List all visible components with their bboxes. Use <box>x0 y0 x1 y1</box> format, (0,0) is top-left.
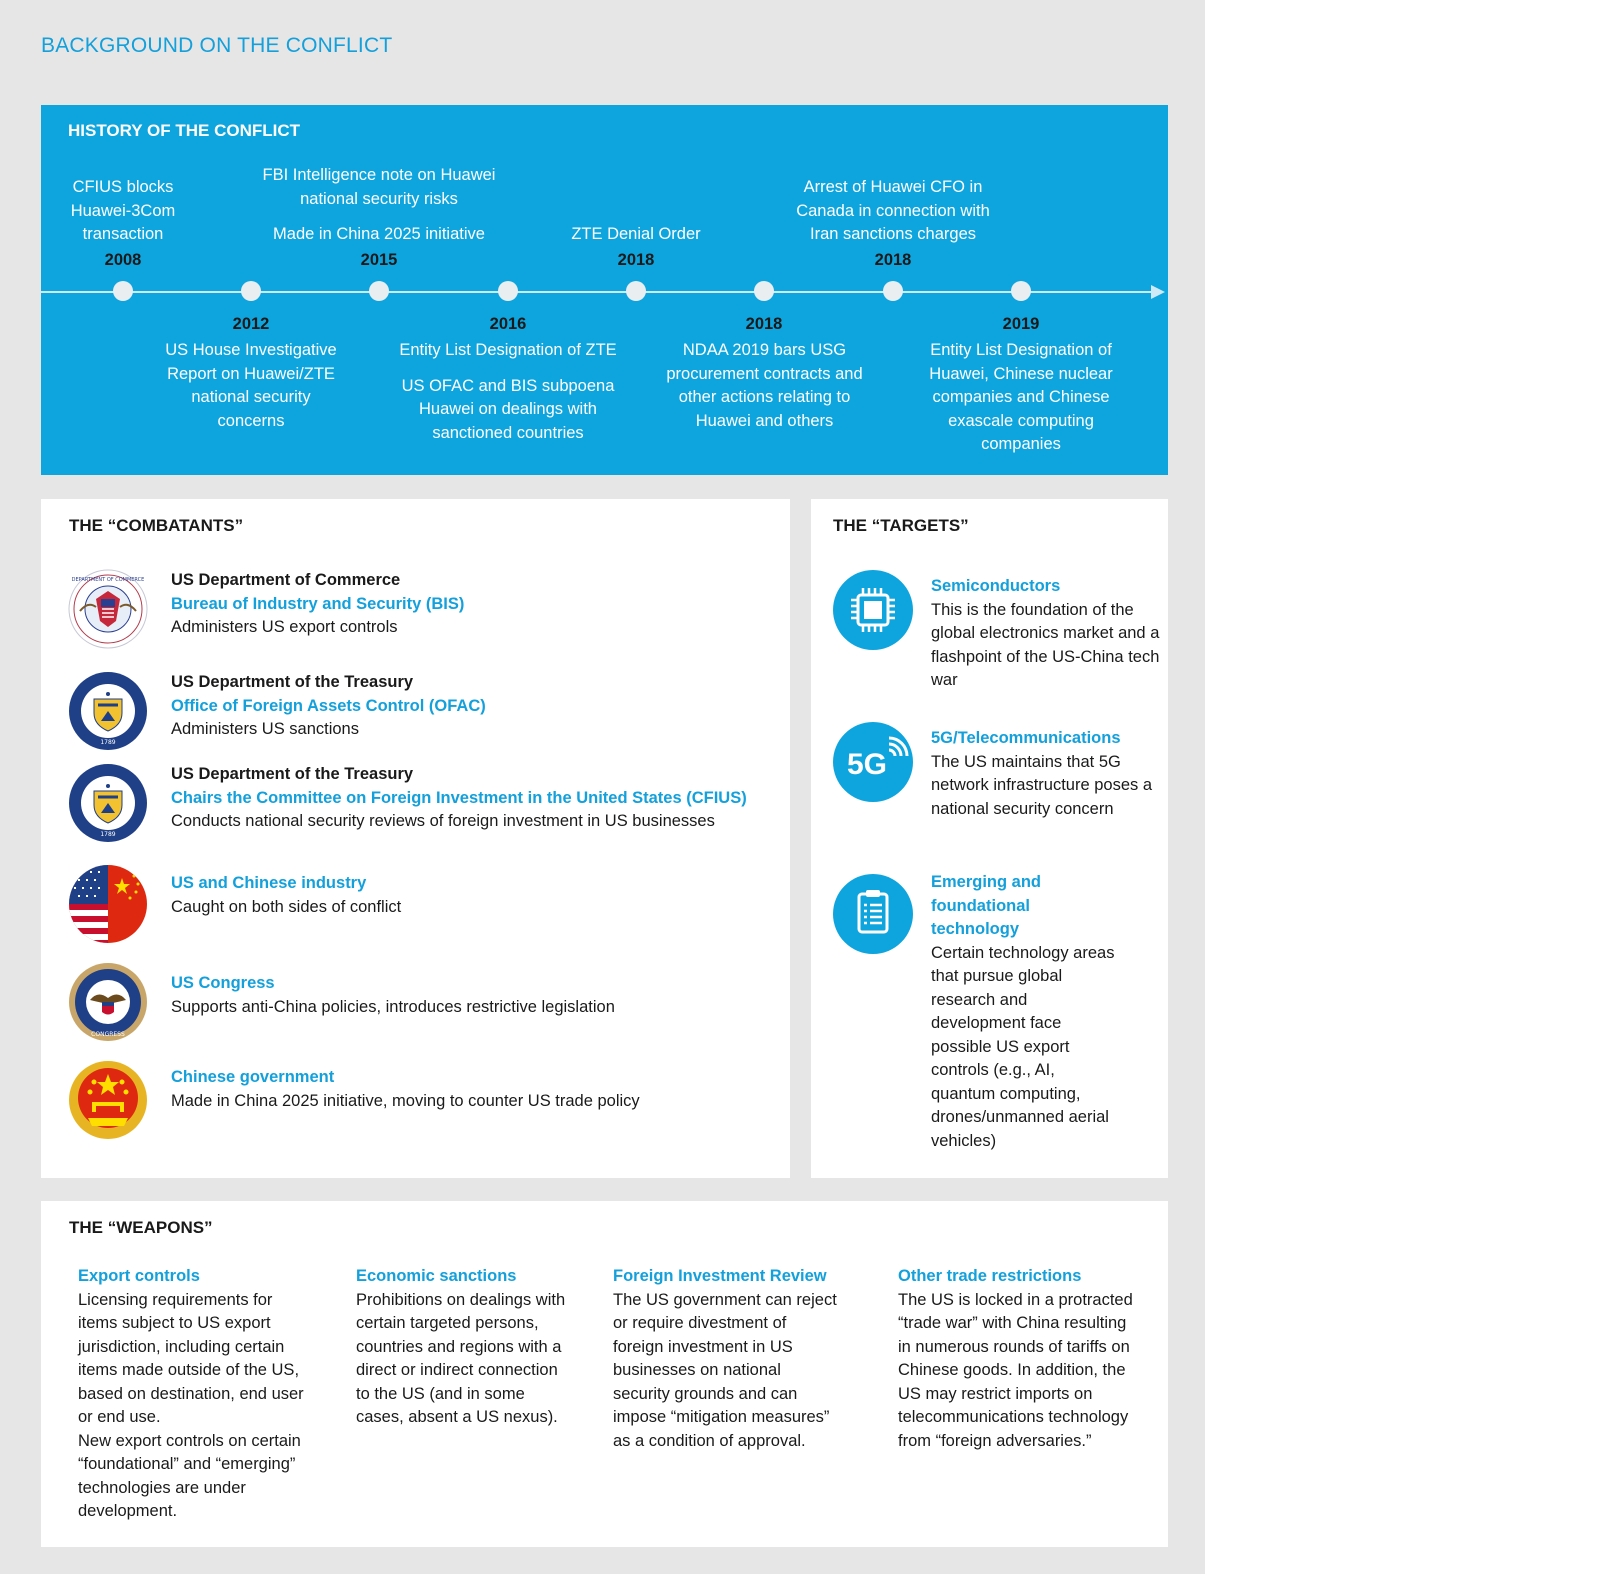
timeline-dot <box>498 281 518 301</box>
weapons-title: THE “WEAPONS” <box>69 1218 213 1237</box>
weapon-description: Licensing requirements for items subject to US export jurisdiction, including certain items made outside of the US, based on destination, end user or end use. <box>78 1290 304 1426</box>
svg-text:DEPARTMENT OF COMMERCE: DEPARTMENT OF COMMERCE <box>71 577 145 583</box>
timeline-event-text: FBI Intelligence note on Huawei national security risks Made in China 2025 initiative <box>262 166 496 243</box>
timeline-dot <box>241 281 261 301</box>
timeline-title: HISTORY OF THE CONFLICT <box>68 121 301 140</box>
svg-text:1789: 1789 <box>100 831 116 838</box>
weapon-description: New export controls on certain “foundational” and “emerging” technologies are under development. <box>78 1431 301 1520</box>
weapon-heading: Foreign Investment Review <box>613 1267 827 1285</box>
target-heading: 5G/Telecommunications <box>931 729 1121 747</box>
targets-title: THE “TARGETS” <box>833 516 969 535</box>
timeline-dot <box>369 281 389 301</box>
target-heading: Emerging and foundational technology <box>931 873 1042 938</box>
timeline-year: 2015 <box>360 251 398 269</box>
timeline-dot <box>626 281 646 301</box>
timeline-year: 2019 <box>1002 315 1040 333</box>
combatant-org: US Department of Commerce <box>171 571 401 589</box>
weapon-description: Prohibitions on dealings with certain targeted persons, countries and regions with a direct or indirect connection to the US (and in some cases, absent a US nexus). <box>356 1290 566 1426</box>
weapon-column <box>356 1265 566 1430</box>
timeline-event-text: US House Investigative Report on Huawei/ZTE national security concerns <box>165 341 337 430</box>
timeline-event-text: CFIUS blocks Huawei-3Com transaction <box>70 178 176 243</box>
combatant-agency: US and Chinese industry <box>171 874 367 892</box>
svg-text:1789: 1789 <box>100 739 116 746</box>
timeline-year: 2008 <box>104 251 142 269</box>
combatants-title: THE “COMBATANTS” <box>69 516 244 535</box>
page-title: BACKGROUND ON THE CONFLICT <box>41 34 393 57</box>
china-emblem-icon <box>68 1060 148 1140</box>
congress-seal-icon <box>68 962 148 1042</box>
weapon-description: The US is locked in a protracted “trade war” with China resulting in numerous rounds of tariffs on Chinese goods. In addition, the US may restrict imports on telecommunications technology from “foreign adversaries.” <box>898 1290 1133 1450</box>
timeline-event-text: ZTE Denial Order <box>571 225 701 243</box>
5g-icon <box>833 722 913 802</box>
combatant-description: Caught on both sides of conflict <box>171 897 402 916</box>
target-heading: Semiconductors <box>931 577 1061 595</box>
weapon-heading: Export controls <box>78 1267 200 1285</box>
targets-panel <box>811 499 1168 1178</box>
combatant-agency: US Congress <box>171 974 275 992</box>
combatant-agency: Office of Foreign Assets Control (OFAC) <box>171 696 486 715</box>
svg-text:CONGRESS: CONGRESS <box>91 1031 125 1038</box>
combatant-agency: Chairs the Committee on Foreign Investment in the United States (CFIUS) <box>171 788 747 807</box>
weapon-heading: Economic sanctions <box>356 1267 517 1285</box>
timeline-axis <box>41 291 1153 293</box>
combatant-agency: Bureau of Industry and Security (BIS) <box>171 594 465 613</box>
treasury-seal-icon <box>68 671 148 751</box>
timeline-dot <box>754 281 774 301</box>
combatant-description: Administers US export controls <box>171 618 398 636</box>
combatant-org: US Department of the Treasury <box>171 673 414 691</box>
combatants-panel <box>41 499 790 1178</box>
target-description: The US maintains that 5G network infrastructure poses a national security concern <box>931 752 1153 818</box>
clipboard-icon <box>833 874 913 954</box>
us-china-flag-icon <box>68 864 148 944</box>
timeline-dot <box>883 281 903 301</box>
timeline-year: 2018 <box>745 315 783 333</box>
weapon-column <box>898 1265 1133 1453</box>
timeline-event-text: Arrest of Huawei CFO in Canada in connection with Iran sanctions charges <box>796 178 990 243</box>
timeline-event-text: NDAA 2019 bars USG procurement contracts and other actions relating to Huawei and others <box>666 341 863 430</box>
weapon-column <box>613 1265 848 1453</box>
timeline-event-text: Entity List Designation of Huawei, Chinese nuclear companies and Chinese exascale computing companies <box>929 341 1113 453</box>
target-description: This is the foundation of the global electronics market and a flashpoint of the US-China tech war <box>931 600 1160 689</box>
target-description: Certain technology areas that pursue global research and development face possible US export controls (e.g., AI, quantum computing, drones/unmanned aerial vehicles) <box>931 943 1115 1150</box>
timeline-year: 2012 <box>232 315 270 333</box>
chip-icon <box>833 570 913 650</box>
weapon-column <box>78 1265 313 1524</box>
timeline-event-text: Entity List Designation of ZTE US OFAC and BIS subpoena Huawei on dealings with sanctioned countries <box>399 341 617 442</box>
timeline-arrow-icon <box>1151 285 1165 299</box>
combatant-description: Supports anti-China policies, introduces restrictive legislation <box>171 997 615 1016</box>
combatant-agency: Chinese government <box>171 1068 335 1086</box>
timeline-year: 2018 <box>617 251 655 269</box>
weapons-panel <box>41 1201 1168 1547</box>
combatant-description: Made in China 2025 initiative, moving to counter US trade policy <box>171 1091 640 1110</box>
timeline-dot <box>113 281 133 301</box>
weapon-heading: Other trade restrictions <box>898 1267 1082 1285</box>
combatant-description: Administers US sanctions <box>171 720 359 738</box>
commerce-seal-icon <box>68 569 148 649</box>
svg-text:5G: 5G <box>846 748 888 781</box>
timeline-year: 2016 <box>489 315 527 333</box>
weapon-description: The US government can reject or require divestment of foreign investment in US businesses on national security grounds and can impose “mitigation measures” as a condition of approval. <box>613 1290 837 1450</box>
combatant-description: Conducts national security reviews of foreign investment in US businesses <box>171 812 715 830</box>
timeline-year: 2018 <box>874 251 912 269</box>
timeline-dot <box>1011 281 1031 301</box>
combatant-org: US Department of the Treasury <box>171 765 414 783</box>
timeline-panel <box>41 105 1168 475</box>
treasury-seal-icon <box>68 763 148 843</box>
